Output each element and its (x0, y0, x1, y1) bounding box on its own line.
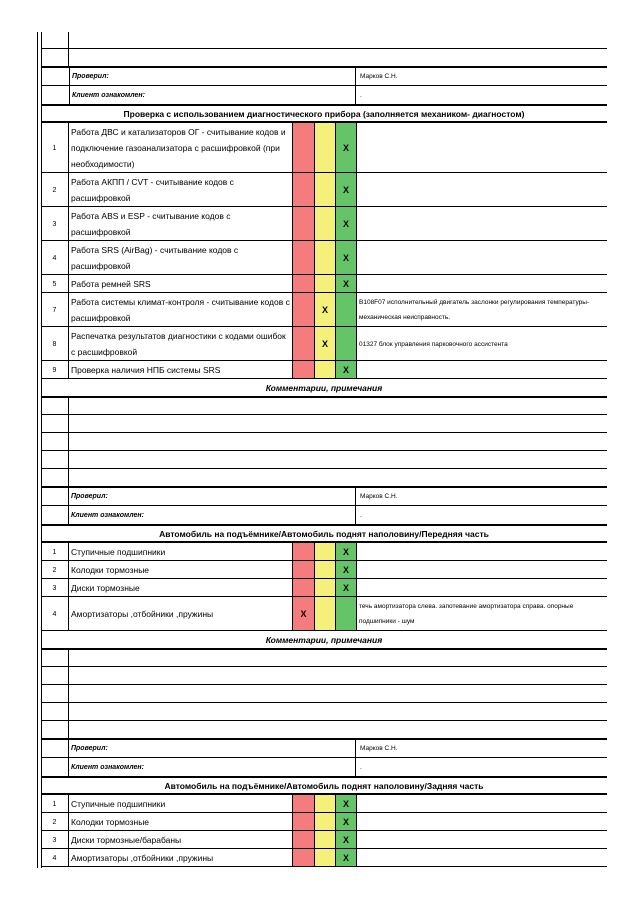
status-mark: X (342, 799, 349, 809)
status-yellow-cell[interactable] (315, 361, 336, 379)
row-comment (357, 361, 607, 379)
status-green-cell[interactable] (336, 813, 357, 831)
comments-title-2: Комментарии, примечания (265, 635, 383, 645)
comment-line (41, 684, 607, 685)
num-column-divider (68, 649, 69, 739)
client-label-3: Клиент ознакомлен: (69, 758, 356, 776)
checked-label-2: Проверил: (69, 487, 356, 505)
checked-value-3: Марков С.Н. (360, 744, 398, 752)
status-mark: X (321, 305, 328, 315)
row-label: Работа ремней SRS (69, 275, 293, 293)
row-label: Колодки тормозные (69, 561, 293, 579)
row-divider (41, 648, 607, 650)
status-mark: X (342, 583, 349, 593)
status-mark: X (342, 279, 349, 289)
status-mark: X (342, 219, 349, 229)
row-number: 4 (41, 597, 69, 631)
client-value: . (360, 91, 362, 99)
row-comment: B108F07 исполнительный двигатель заслонки регулирования температуры-механическая неисправность. (359, 299, 590, 321)
row-comment (357, 241, 607, 275)
status-green-cell[interactable] (336, 795, 357, 813)
status-yellow-cell[interactable] (315, 813, 336, 831)
row-number: 3 (41, 579, 69, 597)
num-column-divider (68, 487, 69, 524)
status-yellow-cell[interactable] (315, 293, 336, 327)
row-number: 1 (41, 123, 69, 173)
row-label: Работа ABS и ESP - считывание кодов с расшифровкой (69, 207, 293, 241)
status-yellow-cell[interactable] (315, 795, 336, 813)
row-number: 8 (41, 327, 69, 361)
status-green-cell[interactable] (336, 123, 357, 173)
row-comment (357, 795, 607, 813)
row-divider (41, 378, 607, 379)
row-divider (41, 866, 607, 867)
status-red-cell[interactable] (293, 849, 315, 867)
row-comment: течь амортизатора слева. запотевание амортизатора справа. опорные подшипники - шум (359, 603, 574, 625)
status-green-cell[interactable] (336, 275, 357, 293)
status-mark: X (342, 853, 349, 863)
comment-line (41, 720, 607, 721)
client-label-2: Клиент ознакомлен: (69, 506, 356, 524)
status-mark: X (321, 339, 328, 349)
row-comment (357, 831, 607, 849)
status-mark: X (342, 185, 349, 195)
row-comment (357, 543, 607, 561)
row-label: Ступичные подшипники (69, 543, 293, 561)
status-mark: X (342, 253, 349, 263)
row-divider (41, 48, 607, 49)
status-yellow-cell[interactable] (315, 173, 336, 207)
status-mark: X (300, 609, 307, 619)
status-mark: X (342, 835, 349, 845)
status-red-cell[interactable] (293, 795, 315, 813)
row-label: Амортизаторы ,отбойники ,пружины (69, 597, 293, 631)
status-red-cell[interactable] (293, 123, 315, 173)
section-front-title: Автомобиль на подъёмнике/Автомобиль поднят наполовину/Передняя часть (159, 529, 489, 539)
status-red-cell[interactable] (293, 327, 315, 361)
row-number: 2 (41, 813, 69, 831)
num-column-divider (68, 739, 69, 776)
status-green-cell[interactable] (336, 361, 357, 379)
row-divider (41, 630, 607, 631)
status-red-cell[interactable] (293, 241, 315, 275)
status-yellow-cell[interactable] (315, 241, 336, 275)
status-yellow-cell[interactable] (315, 543, 336, 561)
section-rear-title: Автомобиль на подъёмнике/Автомобиль поднят наполовину/Задняя часть (164, 781, 484, 791)
row-label: Работа ДВС и катализаторов ОГ - считывание кодов и подключение газоанализатора с расшифровкой (при необходимости) (69, 123, 293, 173)
checked-label: Проверил: (69, 67, 356, 85)
comment-line (41, 414, 607, 415)
row-number: 5 (41, 275, 69, 293)
status-yellow-cell[interactable] (315, 597, 336, 631)
comment-line (41, 468, 607, 469)
row-number: 4 (41, 849, 69, 867)
status-mark: X (342, 547, 349, 557)
status-mark: X (342, 365, 349, 375)
status-red-cell[interactable] (293, 207, 315, 241)
status-green-cell[interactable] (336, 831, 357, 849)
status-yellow-cell[interactable] (315, 207, 336, 241)
row-comment (357, 123, 607, 173)
status-mark: X (342, 143, 349, 153)
comment-line (41, 702, 607, 703)
section-diag-title: Проверка с использованием диагностического прибора (заполняется механиком- диагностом) (123, 109, 525, 119)
row-comment: 01327 блок управления парковочного ассистента (359, 340, 508, 348)
row-label: Работа системы климат-контроля - считывание кодов с расшифровкой (69, 293, 293, 327)
row-number: 1 (41, 543, 69, 561)
status-green-cell[interactable] (336, 579, 357, 597)
row-label: Работа SRS (AirBag) - считывание кодов с расшифровкой (69, 241, 293, 275)
row-comment (357, 173, 607, 207)
row-number: 1 (41, 795, 69, 813)
client-label: Клиент ознакомлен: (69, 86, 356, 104)
status-red-cell[interactable] (293, 275, 315, 293)
num-column-divider (68, 397, 69, 487)
status-red-cell[interactable] (293, 579, 315, 597)
status-red-cell[interactable] (293, 831, 315, 849)
status-yellow-cell[interactable] (315, 831, 336, 849)
status-green-cell[interactable] (336, 173, 357, 207)
comment-line (41, 666, 607, 667)
status-mark: X (342, 817, 349, 827)
row-number: 2 (41, 561, 69, 579)
status-green-cell[interactable] (336, 543, 357, 561)
status-red-cell[interactable] (293, 173, 315, 207)
row-comment (357, 275, 607, 293)
status-red-cell[interactable] (293, 597, 315, 631)
status-yellow-cell[interactable] (315, 275, 336, 293)
row-label: Диски тормозные (69, 579, 293, 597)
status-green-cell[interactable] (336, 561, 357, 579)
status-red-cell[interactable] (293, 293, 315, 327)
row-divider (41, 396, 607, 398)
status-green-cell[interactable] (336, 293, 357, 327)
status-red-cell[interactable] (293, 561, 315, 579)
checked-value-2: Марков С.Н. (360, 492, 398, 500)
row-label: Работа АКПП / CVT - считывание кодов с расшифровкой (69, 173, 293, 207)
status-green-cell[interactable] (336, 597, 357, 631)
status-yellow-cell[interactable] (315, 849, 336, 867)
status-yellow-cell[interactable] (315, 561, 336, 579)
row-label: Амортизаторы ,отбойники ,пружины (69, 849, 293, 867)
status-red-cell[interactable] (293, 543, 315, 561)
status-yellow-cell[interactable] (315, 327, 336, 361)
comment-line (41, 432, 607, 433)
status-green-cell[interactable] (336, 849, 357, 867)
checked-value: Марков С.Н. (360, 72, 398, 80)
row-label: Ступичные подшипники (69, 795, 293, 813)
status-red-cell[interactable] (293, 813, 315, 831)
client-value-2: . (360, 511, 362, 519)
client-value-3: . (360, 763, 362, 771)
row-label: Распечатка результатов диагностики с кодами ошибок с расшифровкой (69, 327, 293, 361)
status-yellow-cell[interactable] (315, 123, 336, 173)
status-green-cell[interactable] (336, 207, 357, 241)
row-comment (357, 561, 607, 579)
left-border-outer (37, 32, 38, 868)
status-green-cell[interactable] (336, 327, 357, 361)
row-comment (357, 579, 607, 597)
row-number: 3 (41, 831, 69, 849)
row-comment (357, 813, 607, 831)
comment-line (41, 450, 607, 451)
row-label: Колодки тормозные (69, 813, 293, 831)
comments-title-1: Комментарии, примечания (265, 383, 383, 393)
row-number: 3 (41, 207, 69, 241)
row-comment (357, 207, 607, 241)
status-green-cell[interactable] (336, 241, 357, 275)
checked-label-3: Проверил: (69, 739, 356, 757)
row-number: 7 (41, 293, 69, 327)
row-number: 2 (41, 173, 69, 207)
row-label: Диски тормозные/барабаны (69, 831, 293, 849)
status-yellow-cell[interactable] (315, 579, 336, 597)
row-number: 4 (41, 241, 69, 275)
row-label: Проверка наличия НПБ системы SRS (69, 361, 293, 379)
row-comment (357, 849, 607, 867)
status-red-cell[interactable] (293, 361, 315, 379)
status-mark: X (342, 565, 349, 575)
num-column-divider (68, 32, 69, 67)
row-number: 9 (41, 361, 69, 379)
